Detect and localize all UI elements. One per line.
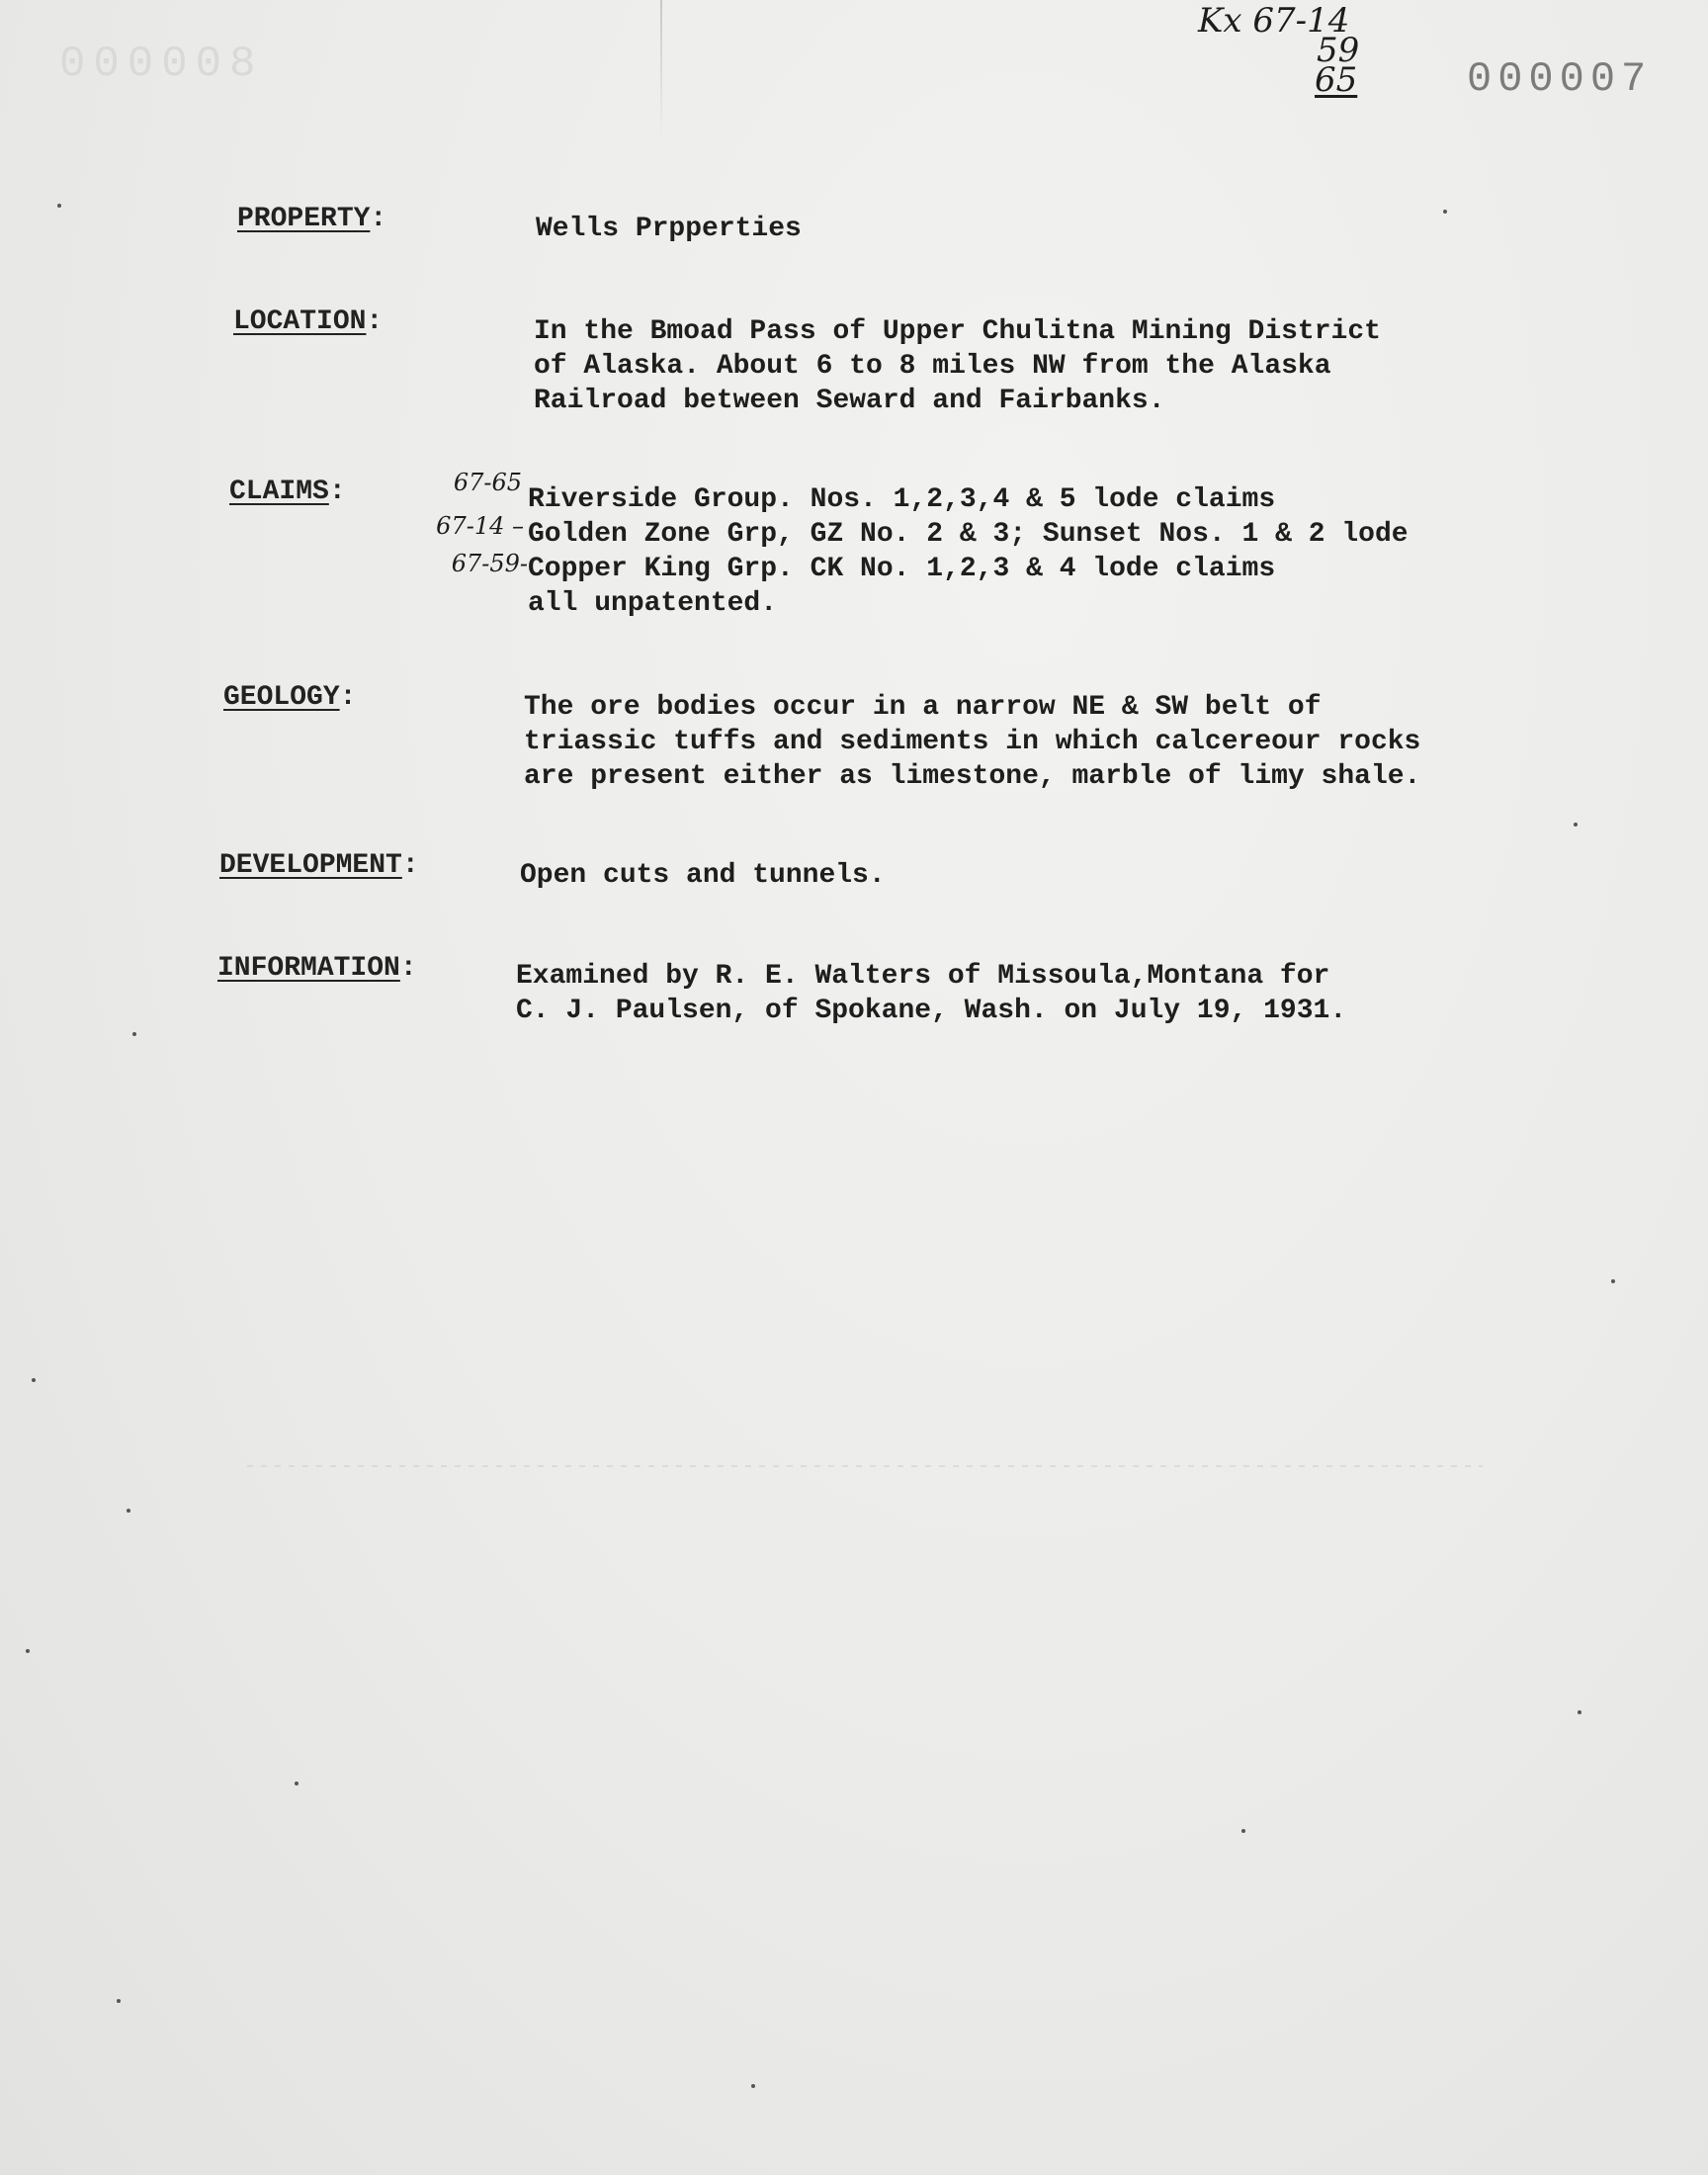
claims-value (528, 482, 1409, 621)
scan-speck (295, 1782, 299, 1785)
scan-speck (117, 1999, 121, 2003)
handwritten-line: Kx 67-14 (1198, 1, 1350, 41)
fold-line-vertical (660, 0, 662, 138)
scan-speck (1574, 823, 1578, 826)
geology-label-text: GEOLOGY (223, 682, 340, 713)
property-line: Wells Prpperties (536, 214, 802, 244)
claims-label-text: CLAIMS (229, 477, 329, 507)
property-label-colon: : (370, 204, 387, 234)
claim-ref-handwritten: 67-59- (451, 550, 528, 577)
fold-line-horizontal (247, 1465, 1483, 1467)
handwritten-reference (1198, 1, 1360, 100)
geology-line: are present either as limestone, marble of limy shale. (524, 761, 1421, 792)
location-line: of Alaska. About 6 to 8 miles NW from the Alaska (534, 351, 1331, 382)
development-label-text: DEVELOPMENT (219, 850, 402, 881)
location-line: In the Bmoad Pass of Upper Chulitna Mining District (534, 316, 1381, 347)
property-label (237, 204, 386, 234)
information-label-text: INFORMATION (217, 953, 400, 984)
claims-line: Riverside Group. Nos. 1,2,3,4 & 5 lode claims (528, 484, 1276, 515)
location-line: Railroad between Seward and Fairbanks. (534, 386, 1165, 416)
development-value (520, 858, 886, 893)
geology-value (524, 690, 1420, 794)
development-label-colon: : (401, 850, 419, 881)
location-value (534, 314, 1381, 418)
information-line: Examined by R. E. Walters of Missoula,Montana for (516, 961, 1330, 992)
scan-speck (1241, 1829, 1245, 1833)
information-value (516, 959, 1346, 1028)
handwritten-line: 65 (1315, 60, 1358, 100)
location-label-text: LOCATION (233, 306, 367, 337)
scan-speck (127, 1509, 130, 1513)
information-label-colon: : (399, 953, 417, 984)
claim-ref-handwritten: 67-65 (453, 469, 522, 496)
handwritten-line: 59 (1317, 31, 1360, 70)
scan-speck (26, 1649, 30, 1653)
scan-speck (1578, 1710, 1581, 1714)
document-number: 000007 (1467, 55, 1653, 103)
claims-label-colon: : (328, 477, 346, 507)
claims-line: all unpatented. (528, 588, 778, 619)
claims-line: Copper King Grp. CK No. 1,2,3 & 4 lode claims (528, 554, 1276, 584)
claims-line: Golden Zone Grp, GZ No. 2 & 3; Sunset Nos. 1 & 2 lode (528, 519, 1409, 550)
location-label-colon: : (366, 306, 384, 337)
claims-label (229, 477, 346, 507)
development-line: Open cuts and tunnels. (520, 860, 886, 891)
scan-speck (751, 2084, 755, 2088)
scan-speck (1443, 210, 1447, 214)
geology-label (223, 682, 356, 713)
ghost-stamp: 000008 (59, 40, 264, 89)
information-label (217, 953, 417, 984)
scan-speck (57, 204, 61, 208)
geology-line: triassic tuffs and sediments in which calcereour rocks (524, 727, 1421, 757)
location-label (233, 306, 383, 337)
scan-speck (132, 1032, 136, 1036)
claim-ref-handwritten: 67-14 – (436, 512, 524, 540)
scan-speck (32, 1378, 36, 1382)
geology-label-colon: : (339, 682, 357, 713)
scan-speck (1611, 1279, 1615, 1283)
development-label (219, 850, 419, 881)
property-value (536, 212, 802, 246)
geology-line: The ore bodies occur in a narrow NE & SW belt of (524, 692, 1322, 723)
information-line: C. J. Paulsen, of Spokane, Wash. on July 19, 1931. (516, 996, 1347, 1026)
property-label-text: PROPERTY (237, 204, 371, 234)
